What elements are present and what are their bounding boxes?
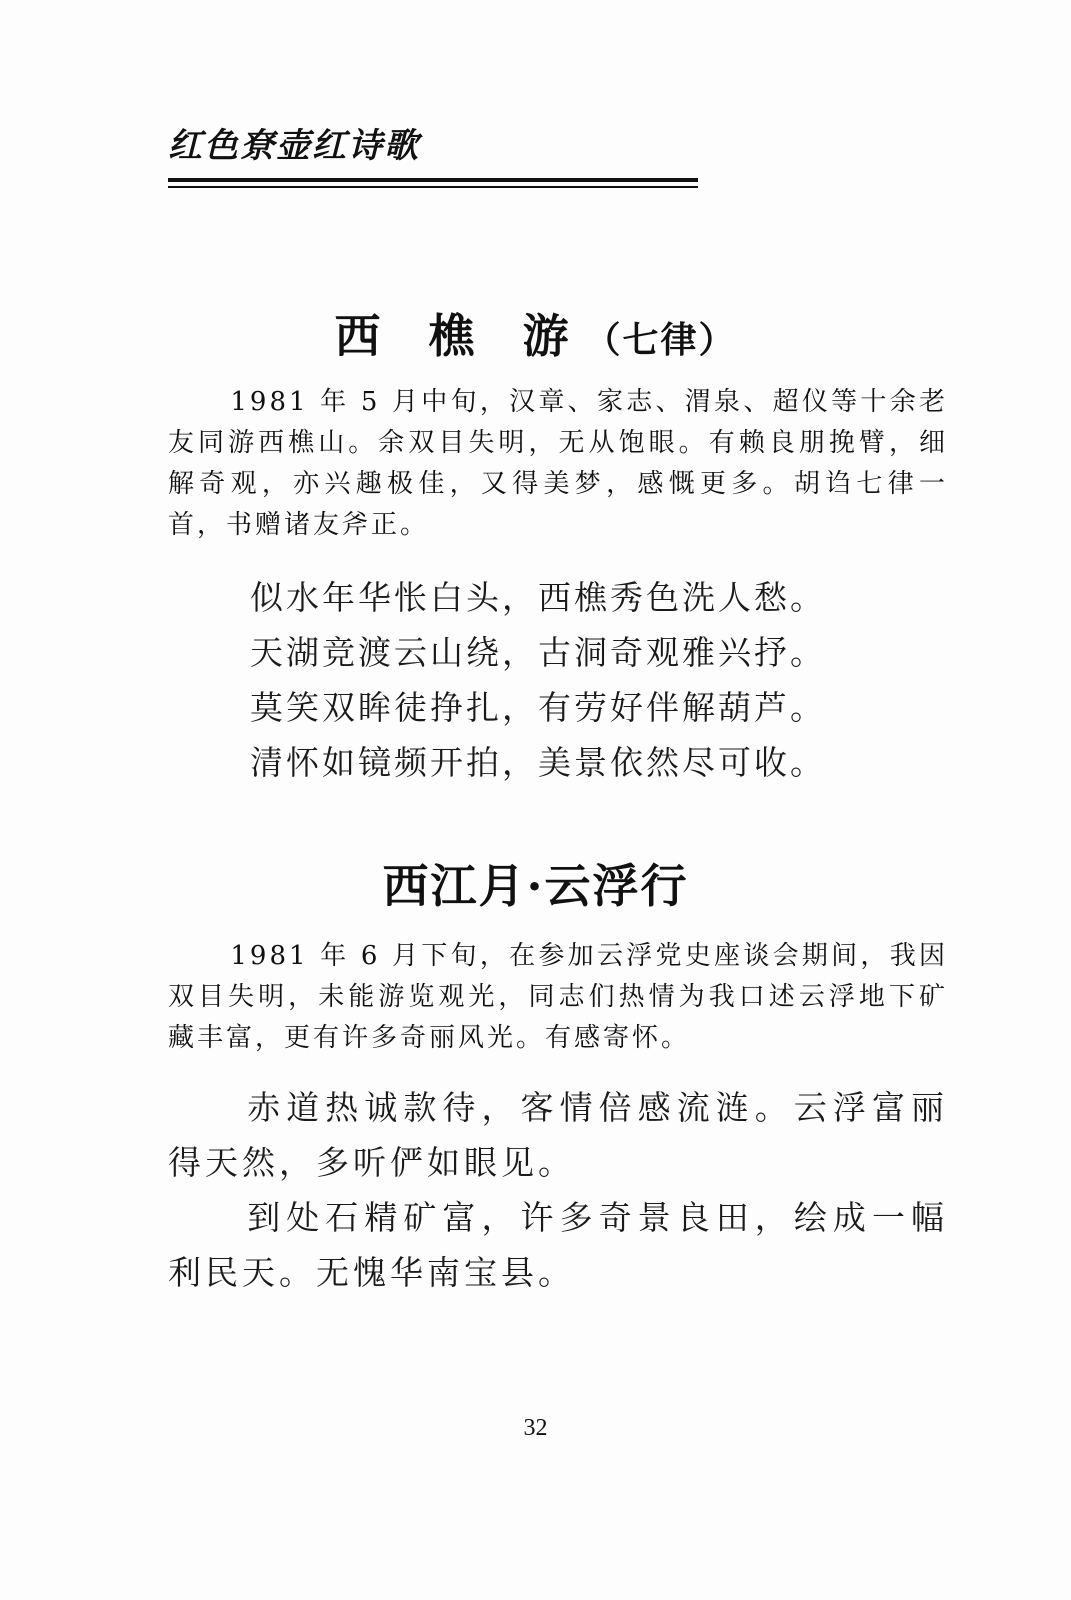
poem-line: 天湖竞渡云山绕，古洞奇观雅兴抒。 [250,633,826,672]
poem-title-main: 西 樵 游 [334,309,585,363]
poem-preface-1 [168,382,948,546]
running-header [168,120,698,188]
preface-text: 1981 年 6 月下旬，在参加云浮党史座谈会期间，我因双目失明，未能游览观光，同志们热情为我口述云浮地下矿藏丰富，更有许多奇丽风光。有感寄怀。 [168,941,948,1053]
poem-body-2 [168,1080,948,1300]
poem-body-1 [250,570,950,790]
poem-preface-2 [168,936,948,1059]
poem-title-form: （七律） [584,319,737,361]
preface-text: 1981 年 5 月中旬，汉章、家志、渭泉、超仪等十余老友同游西樵山。余双目失明，无从饱眼。有赖良朋挽臂，细解奇观，亦兴趣极佳，又得美梦，感慨更多。胡诌七律一首，书赠诸友斧正。 [168,387,948,540]
poem-line: 清怀如镜频开拍，美景依然尽可收。 [250,743,826,782]
book-title: 红色尞壶红诗歌 [168,126,420,166]
poem-title-xiqiaoyou [0,300,1071,366]
ci-stanza: 赤道热诚款待，客情倍感流涟。云浮富丽得天然，多听俨如眼见。 [168,1088,948,1182]
header-rule-thin [168,186,698,188]
header-rule-thick [168,178,698,182]
poem-line: 莫笑双眸徒挣扎，有劳好伴解葫芦。 [250,688,826,727]
poem-title-yunfuxing: 西江月·云浮行 [382,859,689,913]
ci-stanza: 到处石精矿富，许多奇景良田，绘成一幅利民天。无愧华南宝县。 [168,1198,948,1292]
poem-line: 似水年华怅白头，西樵秀色洗人愁。 [250,578,826,617]
page-number: 32 [523,1415,548,1441]
